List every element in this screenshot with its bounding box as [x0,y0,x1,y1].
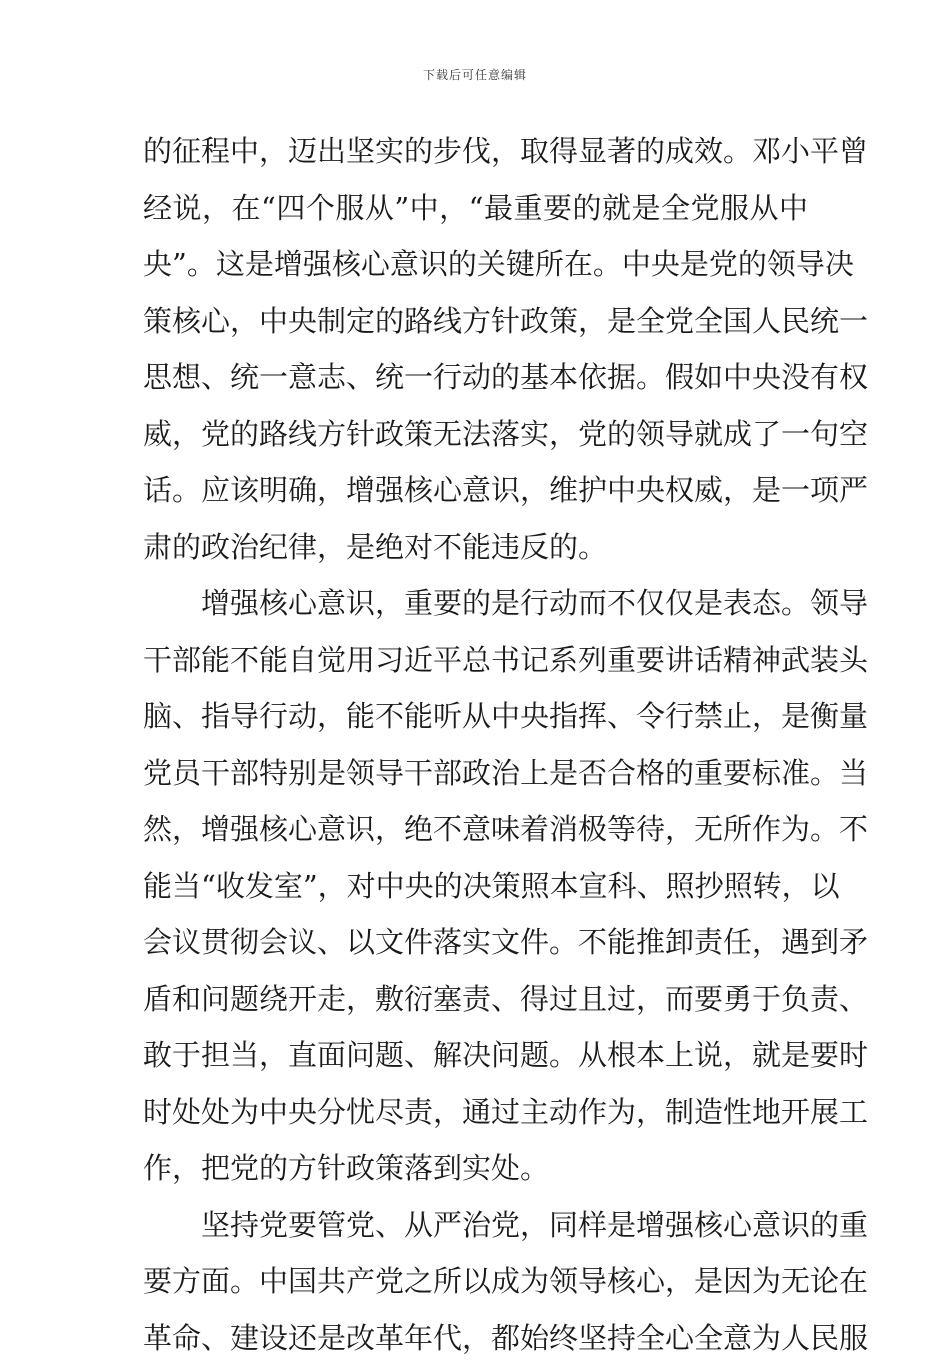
text-line: 话。应该明确，增强核心意识，维护中央权威，是一项严 [143,465,808,522]
text-line: 党员干部特别是领导干部政治上是否合格的重要标准。当 [143,748,808,805]
text-line: 央”。这是增强核心意识的关键所在。中央是党的领导决 [143,239,808,296]
text-line: 革命、建设还是改革年代，都始终坚持全心全意为人民服 [143,1313,808,1369]
text-line: 肃的政治纪律，是绝对不能违反的。 [143,522,808,579]
text-line: 盾和问题绕开走，敷衍塞责、得过且过，而要勇于负责、 [143,974,808,1031]
page-header: 下载后可任意编辑 [0,66,950,83]
text-line: 的征程中，迈出坚实的步伐，取得显著的成效。邓小平曾 [143,126,808,183]
text-line: 策核心，中央制定的路线方针政策，是全党全国人民统一 [143,296,808,353]
text-line: 敢于担当，直面问题、解决问题。从根本上说，就是要时 [143,1030,808,1087]
body-text [143,126,808,1369]
text-line: 会议贯彻会议、以文件落实文件。不能推卸责任，遇到矛 [143,917,808,974]
text-line: 威，党的路线方针政策无法落实，党的领导就成了一句空 [143,409,808,466]
text-line: 干部能不能自觉用习近平总书记系列重要讲话精神武装头 [143,635,808,692]
text-line: 增强核心意识，重要的是行动而不仅仅是表态。领导 [143,578,808,635]
text-line: 然，增强核心意识，绝不意味着消极等待，无所作为。不 [143,804,808,861]
text-line: 思想、统一意志、统一行动的基本依据。假如中央没有权 [143,352,808,409]
text-line: 脑、指导行动，能不能听从中央指挥、令行禁止，是衡量 [143,691,808,748]
text-line: 经说，在“四个服从”中，“最重要的就是全党服从中 [143,183,808,240]
text-line: 能当“收发室”，对中央的决策照本宣科、照抄照转，以 [143,861,808,918]
text-line: 要方面。中国共产党之所以成为领导核心，是因为无论在 [143,1256,808,1313]
text-line: 时处处为中央分忧尽责，通过主动作为，制造性地开展工 [143,1087,808,1144]
text-line: 作，把党的方针政策落到实处。 [143,1143,808,1200]
text-line: 坚持党要管党、从严治党，同样是增强核心意识的重 [143,1200,808,1257]
